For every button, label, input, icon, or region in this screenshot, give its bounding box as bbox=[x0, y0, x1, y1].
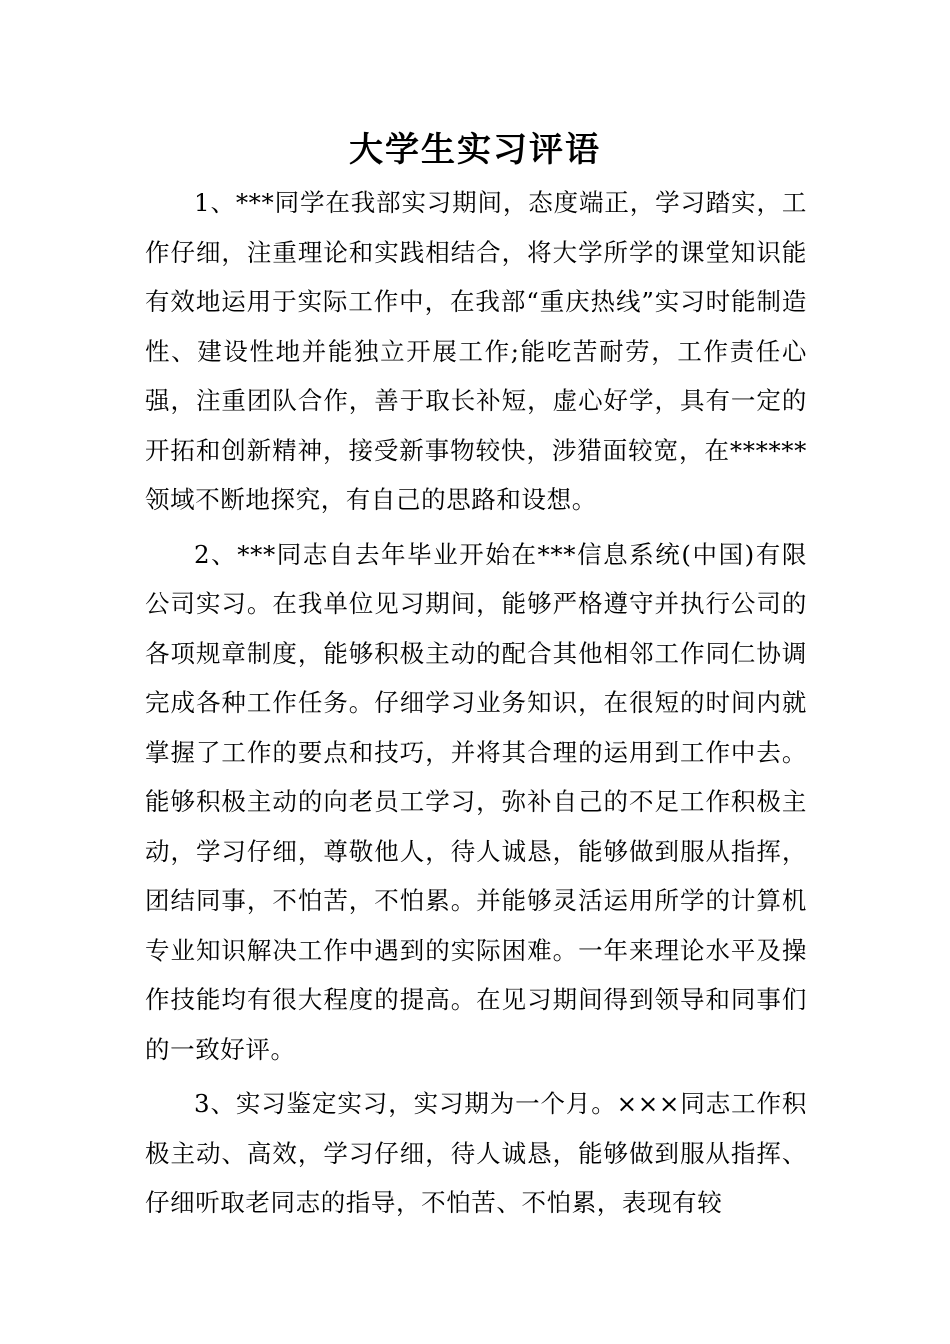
paragraph-2: 2、***同志自去年毕业开始在***信息系统(中国)有限公司实习。在我单位见习期间，能够严格遵守并执行公司的各项规章制度，能够积极主动的配合其他相邻工作同仁协调完成各种工作任务。仔细学习业务知识，在很短的时间内就掌握了工作的要点和技巧，并将其合理的运用到工作中去。能够积极主动的向老员工学习，弥补自己的不足工作积极主动，学习仔细，尊敬他人，待人诚恳，能够做到服从指挥，团结同事，不怕苦，不怕累。并能够灵活运用所学的计算机专业知识解决工作中遇到的实际困难。一年来理论水平及操作技能均有很大程度的提高。在见习期间得到领导和同事们的一致好评。 bbox=[145, 539, 807, 1064]
paragraph-1: 1、***同学在我部实习期间，态度端正，学习踏实，工作仔细，注重理论和实践相结合，将大学所学的课堂知识能有效地运用于实际工作中，在我部“重庆热线”实习时能制造性、建设性地并能独立开展工作;能吃苦耐劳，工作责任心强，注重团队合作，善于取长补短，虚心好学，具有一定的开拓和创新精神，接受新事物较快，涉猎面较宽，在******领域不断地探究，有自己的思路和设想。 bbox=[145, 188, 807, 514]
document-body bbox=[145, 178, 807, 1228]
paragraph-3: 3、实习鉴定实习，实习期为一个月。×××同志工作积极主动、高效，学习仔细，待人诚恳，能够做到服从指挥、仔细听取老同志的指导，不怕苦、不怕累，表现有较 bbox=[145, 1089, 807, 1217]
document-title: 大学生实习评语 bbox=[349, 130, 601, 170]
